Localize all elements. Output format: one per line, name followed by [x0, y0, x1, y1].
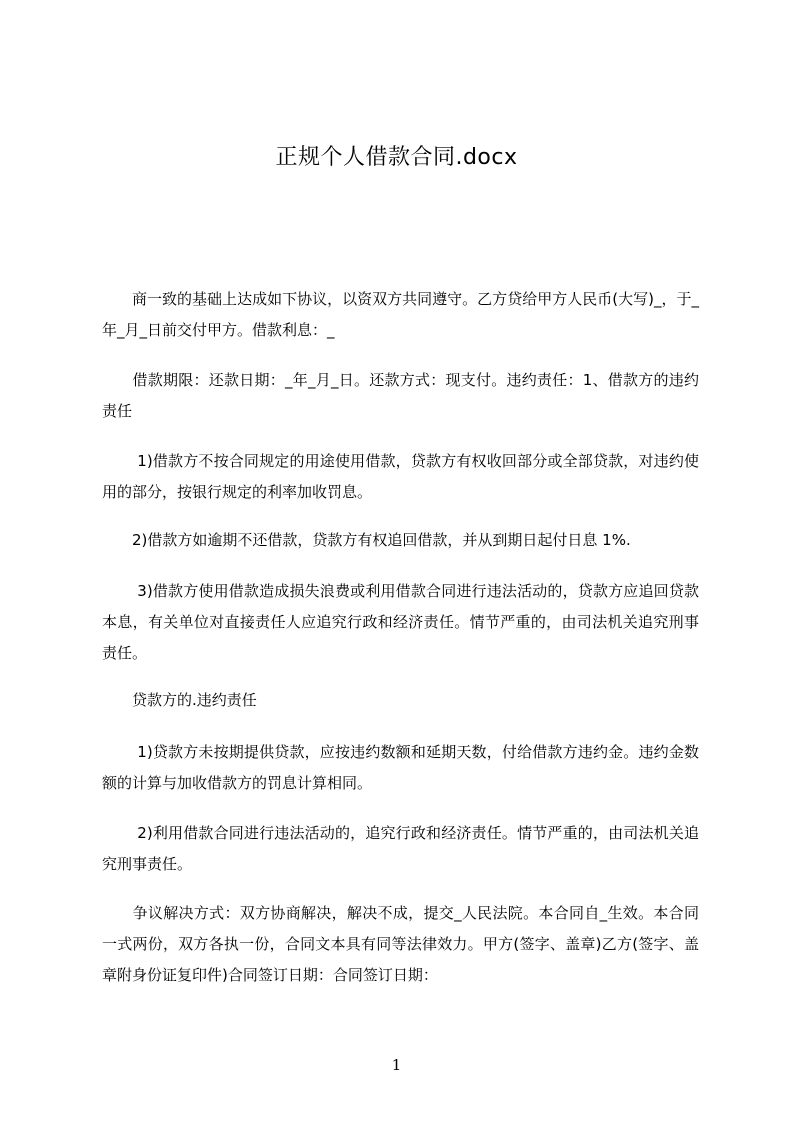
paragraph-agreement: 商一致的基础上达成如下协议，以资双方共同遵守。乙方贷给甲方人民币(大写)_，于_年_月_日前交付甲方。借款利息：_: [102, 290, 699, 339]
paragraph-borrower-clause-1: 1)借款方不按合同规定的用途使用借款，贷款方有权收回部分或全部贷款，对违约使用的部分，按银行规定的利率加收罚息。: [102, 452, 699, 501]
paragraph-lender-liability-heading: 贷款方的.违约责任: [102, 691, 257, 709]
paragraph-borrower-clause-2: 2)借款方如逾期不还借款，贷款方有权追回借款，并从到期日起付日息 1%.: [102, 531, 631, 549]
page-number: 1: [391, 1056, 402, 1074]
paragraph-dispute-resolution: 争议解决方式：双方协商解决，解决不成，提交_人民法院。本合同自_生效。本合同一式两份，双方各执一份，合同文本具有同等法律效力。甲方(签字、盖章)乙方(签字、盖章附身份证复印件)合同签订日期：合同签订日期：: [102, 904, 699, 984]
paragraph-borrower-clause-3: 3)借款方使用借款造成损失浪费或利用借款合同进行违法活动的，贷款方应追回贷款本息，有关单位对直接责任人应追究行政和经济责任。情节严重的，由司法机关追究刑事责任。: [102, 582, 699, 662]
paragraph-loan-term: 借款期限：还款日期：_年_月_日。还款方式：现支付。违约责任：1、借款方的违约责任: [102, 371, 699, 420]
paragraph-lender-clause-1: 1)贷款方未按期提供贷款，应按违约数额和延期天数，付给借款方违约金。违约金数额的计算与加收借款方的罚息计算相同。: [102, 743, 699, 792]
document-title: 正规个人借款合同.docx: [275, 145, 518, 170]
paragraph-lender-clause-2: 2)利用借款合同进行违法活动的，追究行政和经济责任。情节严重的，由司法机关追究刑事责任。: [102, 824, 699, 873]
